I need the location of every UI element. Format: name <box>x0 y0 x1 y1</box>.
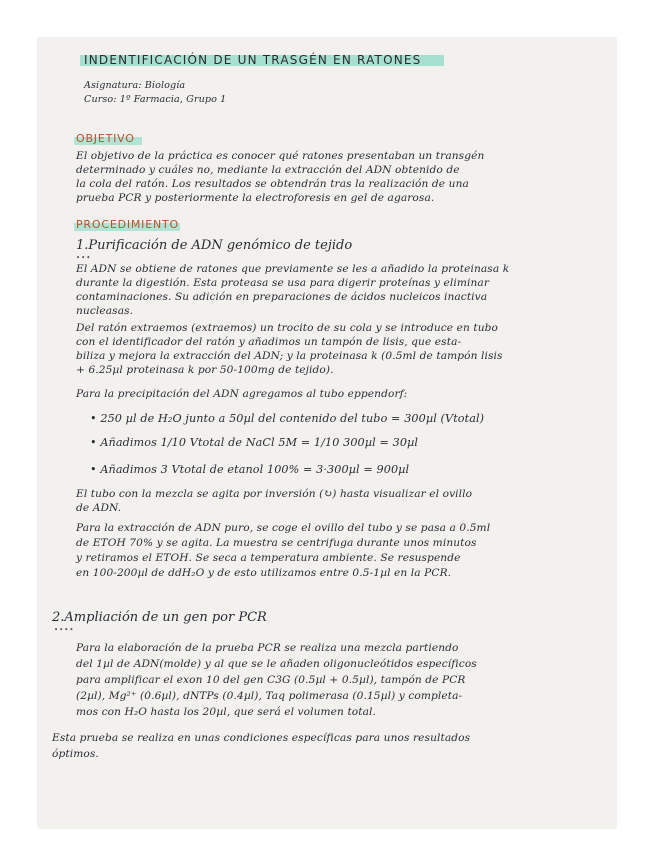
course-line: Curso: 1º Farmacia, Grupo 1 <box>84 94 227 105</box>
paragraph-line: El ADN se obtiene de ratones que previamente se les a añadido la proteinasa k <box>76 263 510 275</box>
paragraph-line: del 1µl de ADN(molde) y al que se le añaden oligonucleótidos específicos <box>76 658 477 670</box>
paragraph-line: y retiramos el ETOH. Se seca a temperatura ambiente. Se resuspende <box>76 552 461 564</box>
subheading-pcr: 2.Ampliación de un gen por PCR <box>52 610 267 625</box>
paragraph-line: Para la elaboración de la prueba PCR se realiza una mezcla partiendo <box>76 642 459 654</box>
paragraph-line: Esta prueba se realiza en unas condiciones específicas para unos resultados <box>52 732 471 744</box>
procedure-heading <box>76 218 179 231</box>
bullet-item: • 250 µl de H₂O junto a 50µl del contenido del tubo = 300µl (Vtotal) <box>90 412 485 425</box>
paragraph-line: contaminaciones. Su adición en preparaciones de ácidos nucleicos inactiva <box>76 291 488 303</box>
bullet-text: Añadimos 1/10 Vtotal de NaCl 5M = 1/10 300µl = 30µl <box>100 436 419 449</box>
paragraph-line: durante la digestión. Esta proteasa se usa para digerir proteínas y eliminar <box>76 277 489 289</box>
paragraph-line: en 100-200µl de ddH₂O y de esto utilizamos entre 0.5-1µl en la PCR. <box>76 567 452 579</box>
paragraph-line: óptimos. <box>52 748 99 760</box>
subject-line: Asignatura: Biología <box>84 80 186 91</box>
bullet-text: 250 µl de H₂O junto a 50µl del contenido del tubo = 300µl (Vtotal) <box>100 412 485 425</box>
paragraph-line: con el identificador del ratón y añadimos un tampón de lisis, que esta- <box>76 336 462 348</box>
paragraph-line: Para la precipitación del ADN agregamos al tubo eppendorf: <box>76 388 408 400</box>
paragraph-line: nucleasas. <box>76 305 134 317</box>
subheading-dots: •••• <box>54 626 75 634</box>
objective-line: El objetivo de la práctica es conocer qué ratones presentaban un transgén <box>76 150 485 162</box>
paragraph-line: El tubo con la mezcla se agita por inversión (↻) hasta visualizar el ovillo <box>76 488 473 500</box>
paragraph-line: Para la extracción de ADN puro, se coge el ovillo del tubo y se pasa a 0.5ml <box>76 522 491 534</box>
bullet-item: • Añadimos 1/10 Vtotal de NaCl 5M = 1/10 300µl = 30µl <box>90 436 419 449</box>
bullet-text: Añadimos 3 Vtotal de etanol 100% = 3·300µl = 900µl <box>100 463 410 476</box>
bullet-item: • Añadimos 3 Vtotal de etanol 100% = 3·300µl = 900µl <box>90 463 410 476</box>
objective-heading <box>76 132 135 145</box>
procedure-heading-text: PROCEDIMIENTO <box>76 218 179 231</box>
paragraph-line: mos con H₂O hasta los 20µl, que será el volumen total. <box>76 706 377 718</box>
subheading-purification: 1.Purificación de ADN genómico de tejido <box>76 238 353 253</box>
page-title <box>84 53 422 67</box>
objective-line: prueba PCR y posteriormente la electroforesis en gel de agarosa. <box>76 192 435 204</box>
paragraph-line: de ADN. <box>76 502 122 514</box>
paragraph-line: (2µl), Mg²⁺ (0.6µl), dNTPs (0.4µl), Taq polimerasa (0.15µl) y completa- <box>76 690 463 702</box>
paragraph-line: para amplificar el exon 10 del gen C3G (0.5µl + 0.5µl), tampón de PCR <box>76 674 466 686</box>
paragraph-line: de ETOH 70% y se agita. La muestra se centrifuga durante unos minutos <box>76 537 477 549</box>
paragraph-line: biliza y mejora la extracción del ADN; y la proteinasa k (0.5ml de tampón lisis <box>76 350 503 362</box>
paragraph-line: + 6.25µl proteinasa k por 50-100mg de tejido). <box>76 364 334 376</box>
objective-line: la cola del ratón. Los resultados se obtendrán tras la realización de una <box>76 178 469 190</box>
subheading-dots: ••• <box>76 254 92 262</box>
page-title-text: INDENTIFICACIÓN DE UN TRASGÉN EN RATONES <box>84 53 422 67</box>
paragraph-line: Del ratón extraemos (extraemos) un trocito de su cola y se introduce en tubo <box>76 322 499 334</box>
objective-line: determinado y cuáles no, mediante la extracción del ADN obtenido de <box>76 164 460 176</box>
objective-heading-text: OBJETIVO <box>76 132 135 145</box>
notebook-page <box>38 38 616 828</box>
